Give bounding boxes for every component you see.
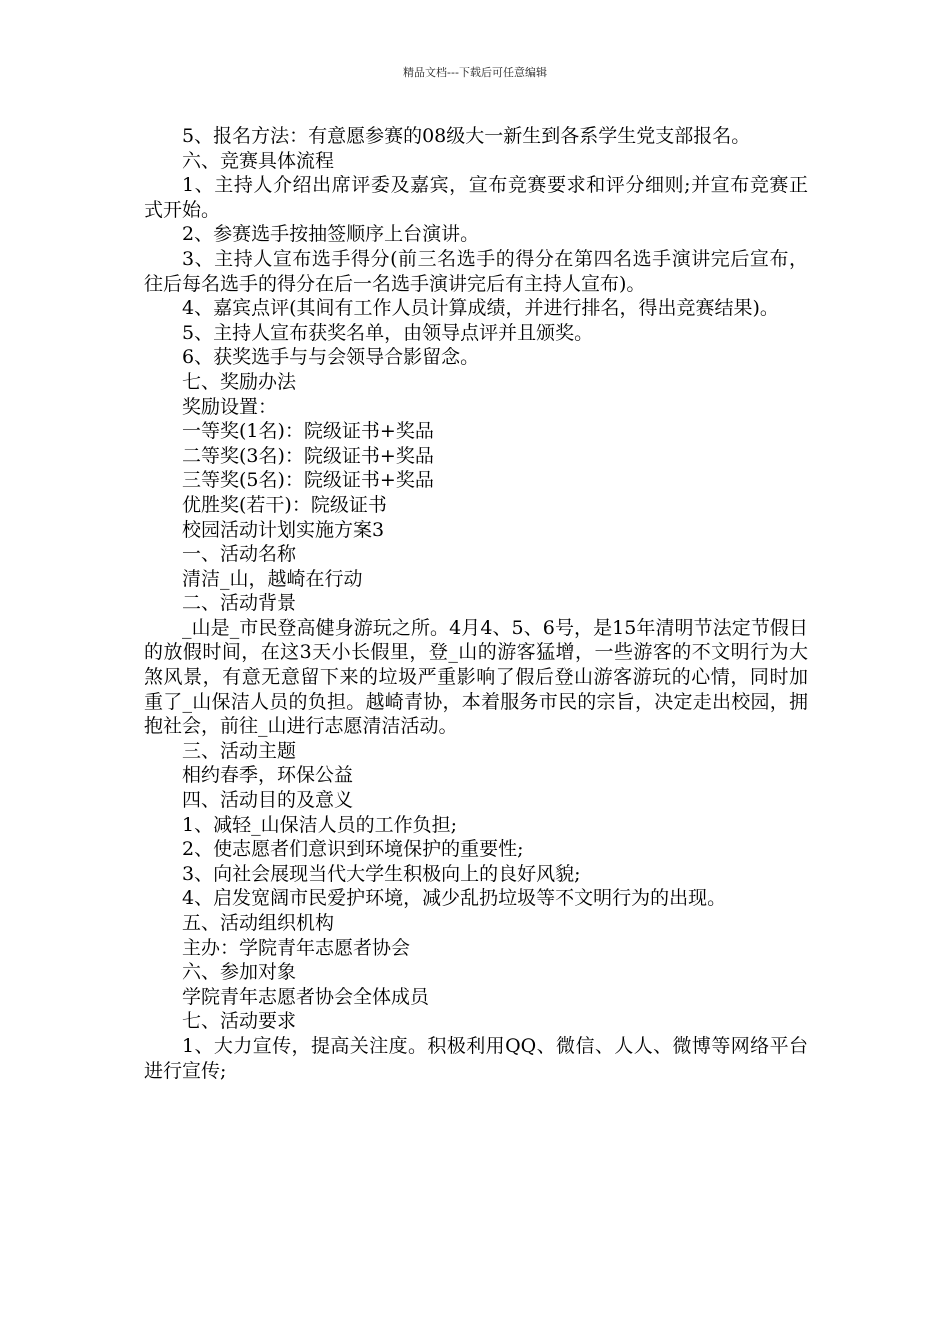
- paragraph: 奖励设置：: [182, 395, 278, 418]
- list-item: 1、减轻_山保洁人员的工作负担;: [182, 813, 457, 836]
- list-item: 二等奖(3名)：院级证书+奖品: [182, 444, 434, 467]
- section-heading: 六、参加对象: [182, 961, 297, 984]
- list-item: 优胜奖(若干)：院级证书: [182, 493, 387, 516]
- list-item: 2、使志愿者们意识到环境保护的重要性;: [182, 838, 524, 861]
- paragraph: 主办：学院青年志愿者协会: [182, 936, 411, 959]
- list-item: 1、大力宣传，提高关注度。积极利用QQ、微信、人人、微博等网络平台进行宣传;: [144, 1034, 808, 1082]
- section-heading: 七、活动要求: [182, 1010, 297, 1033]
- paragraph: 相约春季，环保公益: [182, 764, 354, 787]
- page-header: 精品文档---下载后可任意编辑: [403, 66, 547, 79]
- paragraph: 3、主持人宣布选手得分(前三名选手的得分在第四名选手演讲完后宣布，往后每名选手的得分在后一名选手演讲完后有主持人宣布)。: [144, 247, 808, 295]
- paragraph: 4、嘉宾点评(其间有工作人员计算成绩，并进行排名，得出竞赛结果)。: [182, 297, 779, 320]
- paragraph: 5、主持人宣布获奖名单，由领导点评并且颁奖。: [182, 321, 594, 344]
- section-heading: 二、活动背景: [182, 592, 297, 615]
- section-heading: 四、活动目的及意义: [182, 789, 354, 812]
- paragraph: 6、获奖选手与与会领导合影留念。: [182, 346, 480, 369]
- list-item: 三等奖(5名)：院级证书+奖品: [182, 469, 434, 492]
- section-heading: 五、活动组织机构: [182, 912, 335, 934]
- paragraph: 5、报名方法：有意愿参赛的08级大一新生到各系学生党支部报名。: [182, 125, 751, 147]
- section-heading: 一、活动名称: [182, 543, 297, 566]
- paragraph: 2、参赛选手按抽签顺序上台演讲。: [182, 223, 480, 246]
- paragraph: 1、主持人介绍出席评委及嘉宾，宣布竞赛要求和评分细则;并宣布竞赛正式开始。: [144, 174, 808, 221]
- document-body: [144, 124, 808, 1083]
- paragraph: 清洁_山，越崎在行动: [182, 567, 363, 590]
- document-title: 校园活动计划实施方案3: [182, 518, 385, 541]
- section-heading: 三、活动主题: [182, 739, 297, 762]
- list-item: 3、向社会展现当代大学生积极向上的良好风貌;: [182, 862, 581, 885]
- section-heading: 六、竞赛具体流程: [182, 149, 335, 172]
- list-item: 一等奖(1名)：院级证书+奖品: [182, 420, 434, 443]
- paragraph: _山是_市民登高健身游玩之所。4月4、5、6号，是15年清明节法定节假日的放假时间，在这3天小长假里，登_山的游客猛增，一些游客的不文明行为大煞风景，有意无意留下来的垃圾严重影响了假后登山游客游玩的心情，同时加重了_山保洁人员的负担。越崎青协，本着服务市民的宗旨，决定走出校园，拥抱社会，前往_山进行志愿清洁活动。: [144, 616, 808, 738]
- section-heading: 七、奖励办法: [182, 370, 297, 393]
- paragraph: 学院青年志愿者协会全体成员: [182, 985, 430, 1008]
- list-item: 4、启发宽阔市民爱护环境，减少乱扔垃圾等不文明行为的出现。: [182, 887, 727, 910]
